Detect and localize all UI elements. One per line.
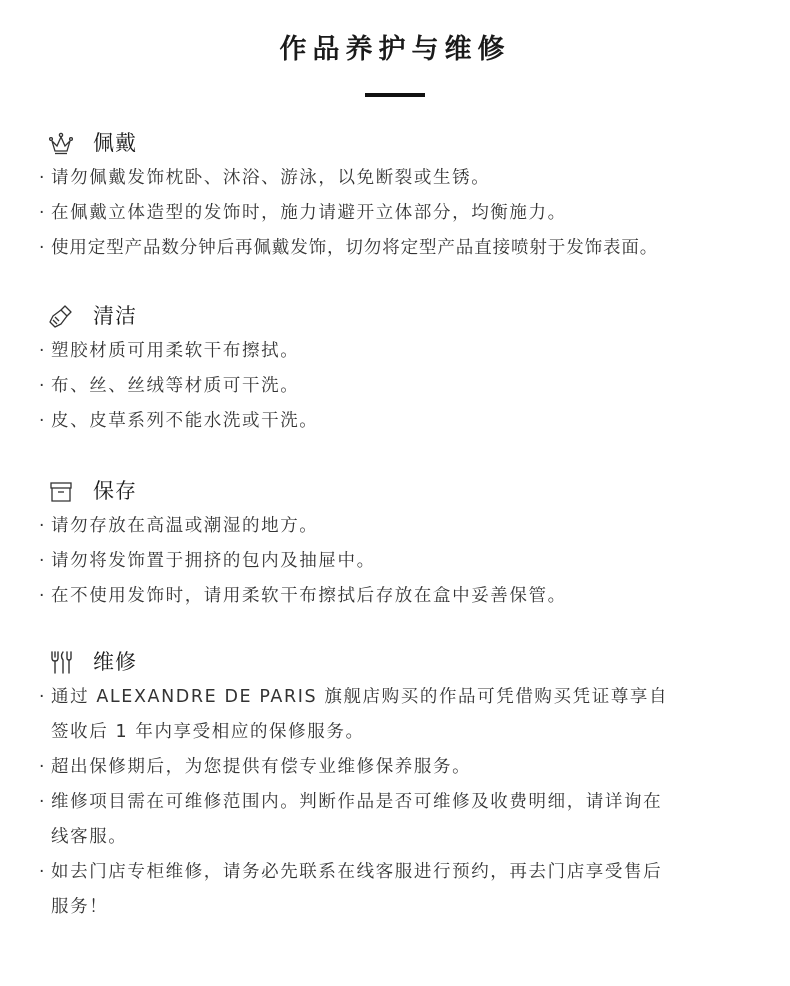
item-list [0,509,790,614]
list-item [0,231,790,266]
section-header [0,298,790,334]
item-list [0,161,790,266]
item-text-line: 如去门店专柜维修，请务必先联系在线客服进行预约，再去门店享受售后 [51,862,663,882]
title-underline [365,93,425,97]
item-text: 皮、皮草系列不能水洗或干洗。 [51,411,319,431]
section-title: 清洁 [93,304,137,328]
list-item [0,785,790,855]
item-text: 请勿佩戴发饰枕卧、沐浴、游泳，以免断裂或生锈。 [51,168,491,188]
item-text: 布、丝、丝绒等材质可干洗。 [51,376,300,396]
page-title: 作品养护与维修 [279,34,511,65]
item-text-line: 线客服。 [51,827,128,847]
bullet: · [39,203,47,223]
list-item [0,404,790,439]
section-repair [0,644,790,925]
section-cleaning [0,298,790,439]
item-text: 在不使用发饰时，请用柔软干布擦拭后存放在盒中妥善保管。 [51,586,567,606]
item-text: 超出保修期后，为您提供有偿专业维修保养服务。 [51,757,472,777]
bullet: · [39,586,47,606]
item-text: 塑胶材质可用柔软干布擦拭。 [51,341,300,361]
item-text-line: 通过 ALEXANDRE DE PARIS 旗舰店购买的作品可凭借购买凭证尊享自 [51,687,669,707]
item-text-line: 维修项目需在可维修范围内。判断作品是否可维修及收费明细，请详询在 [51,792,663,812]
list-item [0,196,790,231]
section-title: 维修 [93,650,137,674]
list-item [0,334,790,369]
storage-box-icon [47,477,75,505]
item-text-line: 服务！ [51,897,109,917]
list-item [0,161,790,196]
bullet: · [39,376,47,396]
list-item [0,750,790,785]
section-title: 佩戴 [93,131,137,155]
list-item [0,855,790,925]
list-item [0,509,790,544]
item-text: 使用定型产品数分钟后再佩戴发饰，切勿将定型产品直接喷射于发饰表面。 [51,238,659,258]
bullet: · [39,687,47,707]
list-item [0,579,790,614]
bullet: · [39,411,47,431]
tools-icon [47,648,75,676]
section-storage [0,473,790,614]
item-text: 请勿将发饰置于拥挤的包内及抽屉中。 [51,551,376,571]
section-header [0,473,790,509]
bullet: · [39,792,47,812]
list-item [0,369,790,404]
item-text: 请勿存放在高温或潮湿的地方。 [51,516,319,536]
item-list [0,680,790,925]
item-text: 在佩戴立体造型的发饰时，施力请避开立体部分，均衡施力。 [51,203,567,223]
item-list [0,334,790,439]
section-header [0,644,790,680]
section-wearing [0,125,790,266]
crown-icon [47,129,75,157]
bullet: · [39,516,47,536]
bullet: · [39,757,47,777]
section-title: 保存 [93,479,137,503]
bullet: · [39,341,47,361]
list-item [0,544,790,579]
bullet: · [39,551,47,571]
bullet: · [39,168,47,188]
item-text-line: 签收后 1 年内享受相应的保修服务。 [51,722,365,742]
bullet: · [39,238,47,258]
bullet: · [39,862,47,882]
section-header [0,125,790,161]
brush-icon [47,302,75,330]
list-item [0,680,790,750]
